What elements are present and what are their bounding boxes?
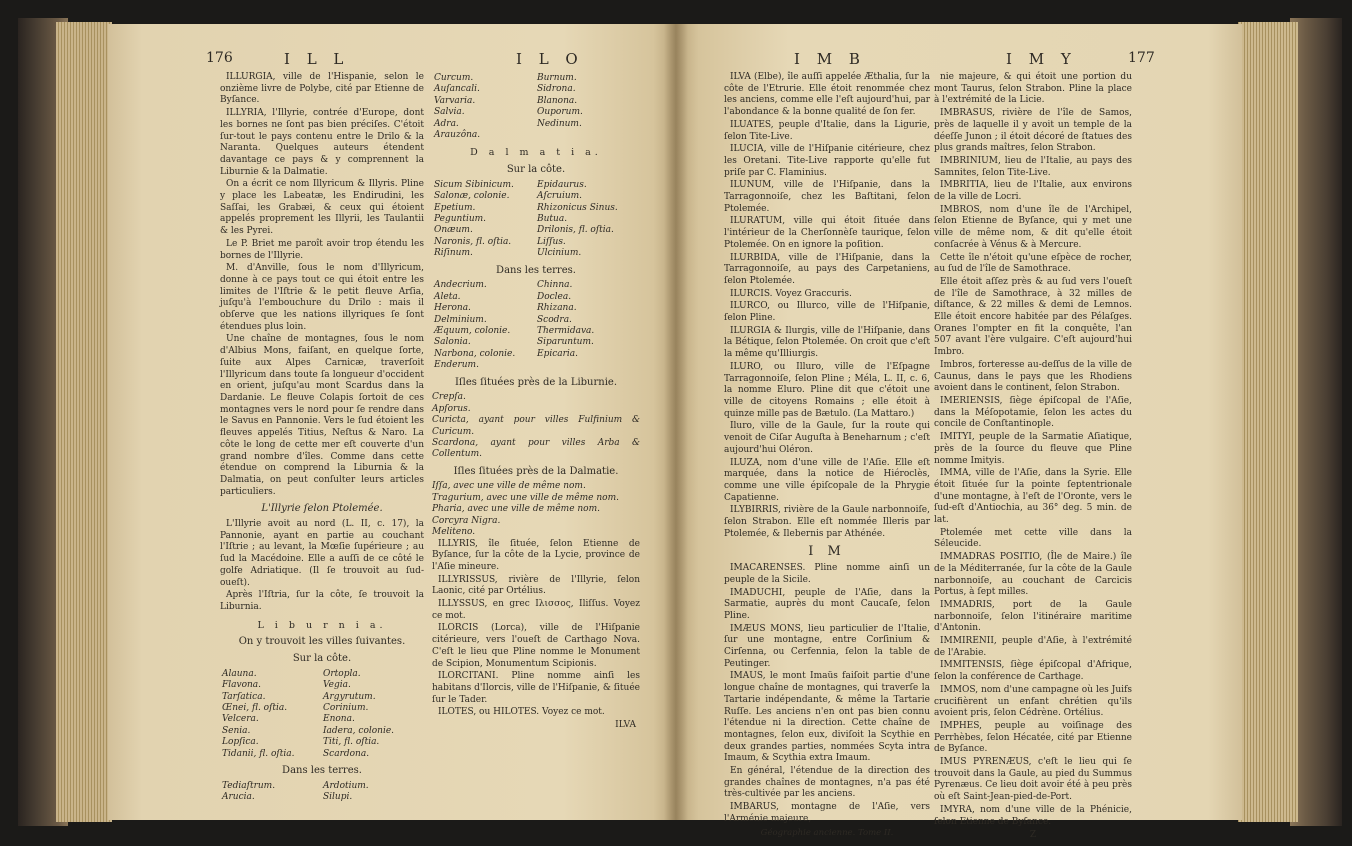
list-item: Curicta, ayant pour villes Fulfinium & Curicum. xyxy=(432,415,640,437)
list-item: Arucia. xyxy=(222,792,255,803)
paragraph: L'Illyrie avoit au nord (L. II, c. 17), la Pannonie, ayant en partie au couchant l'Iſtrie ; au levant, la Mœſie ſupérieure ; au ſud la Macédoine. Elle a auſſi de ce côté le golfe Adriatique. (Il ſe trouvoit au ſud-oueſt). xyxy=(220,519,424,588)
list-item: Aleta. xyxy=(434,291,461,302)
subheading: On y trouvoit les villes ſuivantes. xyxy=(238,636,406,648)
catchword: ILVA xyxy=(615,720,636,731)
list-item: Liſſus. xyxy=(537,236,566,247)
section-heading: L i b u r n i a. xyxy=(257,619,387,631)
paragraph: M. d'Anville, ſous le nom d'Illyricum, donne à ce pays tout ce qui étoit entre les limites de l'Iſtrie & le petit fleuve Arſia, juſqu'à l'embouchure du Drilo : mais il obſerve que les nations illyriques ſe ſont étendues plus loin. xyxy=(220,263,424,332)
list-item: Delminium. xyxy=(434,314,487,325)
list-item: Flavona. xyxy=(222,680,262,691)
list-item: Iſſa, avec une ville de même nom. xyxy=(432,481,586,492)
list-column xyxy=(434,280,537,371)
list-column xyxy=(222,781,323,804)
list-item: Doclea. xyxy=(537,291,572,302)
paragraph: Iluro, ville de la Gaule, ſur la route qui venoit de Ciſar Auguſta à Beneharnum ; c'eſt aujourd'hui Oléron. xyxy=(724,421,930,455)
section-heading: D a l m a t i a. xyxy=(470,147,602,159)
paragraph: IMUS PYRENÆUS, c'eſt le lieu qui ſe trouvoit dans la Gaule, au pied du Summus Pyrenæus. Ce lieu doit avoir été à peu près où eſt Saint-Jean-pied-de-Port. xyxy=(934,757,1132,803)
list-item: Thermidava. xyxy=(537,326,595,337)
place-list xyxy=(222,669,424,760)
list-item: Onæum. xyxy=(434,225,473,236)
running-head: I L O xyxy=(516,50,584,68)
list-item: Arauzôna. xyxy=(434,130,481,141)
list-item: Æquum, colonie. xyxy=(434,326,511,337)
paragraph: IMITYI, peuple de la Sarmatie Aſiatique, près de la ſource du fleuve que Pline nomme Imityis. xyxy=(934,432,1132,466)
left-page xyxy=(108,24,676,820)
list-item: Argyrutum. xyxy=(323,691,376,702)
list-item: Œnei, fl. oſtia. xyxy=(222,702,288,713)
list-item: Iadera, colonie. xyxy=(323,725,395,736)
paragraph: IMAUS, le mont Imaüs faiſoit partie d'une longue chaîne de montagnes, qui traverſe la Tartarie indépendante, & même la Tartarie Ruſſe. Les anciens n'en ont pas bien connu l'étendue ni la direction. Cette chaîne de montagnes, ſelon eux, diviſoit la Scythie en deux grandes parties, nommées Scyta intra Imaum, & Scythia extra Imaum. xyxy=(724,671,930,764)
list-item: Ouporum. xyxy=(537,107,583,118)
paragraph: IMBRITIA, lieu de l'Italie, aux environs de la ville de Locri. xyxy=(934,180,1132,203)
place-list xyxy=(434,180,640,260)
paragraph: ILURBIDA, ville de l'Hiſpanie, dans la Tarragonnoiſe, au pays des Carpetaniens, ſelon Ptolemée. xyxy=(724,252,930,286)
page-edges-left xyxy=(56,22,112,822)
paragraph: ILUNUM, ville de l'Hiſpanie, dans la Tarragonnoiſe, chez les Baſtitani, ſelon Ptolemée. xyxy=(724,180,930,214)
list-item: Enderum. xyxy=(434,360,479,371)
paragraph: ILURATUM, ville qui étoit ſituée dans l'intérieur de la Cherſonnèſe taurique, ſelon Ptolemée. On en ignore la poſition. xyxy=(724,216,930,250)
list-item: Scardona. xyxy=(323,748,370,759)
list-item: Lopſica. xyxy=(222,737,259,748)
list-item: Scodra. xyxy=(537,314,572,325)
subheading: Dans les terres. xyxy=(282,765,362,776)
paragraph: Elle étoit aſſez près & au ſud vers l'oueſt de l'île de Samothrace, à 32 milles de diſtance, & 22 milles & demi de Lemnos. Elle étoit encore habitée par des Pélaſges. Oranes l'ompter en fit la conquête, l'an 507 avant l'ère vulgaire. C'eſt aujourd'hui Imbro. xyxy=(934,276,1132,358)
paragraph: Une chaîne de montagnes, ſous le nom d'Albius Mons, faiſant, en quelque ſorte, ſuite aux Alpes Carnicæ, traverſoit l'Illyricum dans toute ſa longueur d'occident en orient, juſqu'au mont Scardus dans la Dardanie. Le fleuve Colapis ſortoit de ces montagnes vers le nord pour ſe rendre dans le Savus en Pannonie. Vers le ſud étoient les fleuves appelés Titius, Neſtus & Naro. La côte le long de cette mer eſt couverte d'un grand nombre d'îles. Comme dans cette étendue on comprend la Liburnia & la Dalmatia, on peut conſulter leurs articles particuliers. xyxy=(220,334,424,497)
list-item: Blanona. xyxy=(537,95,578,106)
book-gutter xyxy=(664,24,688,820)
list-item: Naronis, fl. oſtia. xyxy=(434,236,512,247)
list-item: Aſcruium. xyxy=(537,191,583,202)
subheading: Iſles ſituées près de la Dalmatie. xyxy=(453,465,619,477)
paragraph: IMBRASUS, rivière de l'île de Samos, près de laquelle il y avoit un temple de la déeſſe Junon ; il étoit décoré de ſtatues des plus grands maîtres, ſelon Strabon. xyxy=(934,108,1132,154)
list-column xyxy=(537,280,640,371)
paragraph: IMMITENSIS, ſiège épiſcopal d'Afrique, ſelon la conférence de Carthage. xyxy=(934,660,1132,683)
place-list xyxy=(434,73,640,141)
paragraph: IMBARUS, montagne de l'Aſie, vers l'Arménie majeure, xyxy=(724,802,930,824)
list-item: Alauna. xyxy=(222,668,257,679)
paragraph: ILOTES, ou HILOTES. Voyez ce mot. xyxy=(438,707,605,718)
list-item: Tediaſtrum. xyxy=(222,780,276,791)
paragraph: IMMADRAS POSITIO, (Île de Maire.) île de la Méditerranée, ſur la côte de la Gaule narbonnoiſe, au couchant de Carcicis Portus, à ſept milles. xyxy=(934,552,1132,598)
column xyxy=(432,72,640,732)
list-item: Narbona, colonie. xyxy=(434,348,516,359)
paragraph: On a écrit ce nom Illyricum & Illyris. Pline y place les Labeatæ, les Endirudini, les Saſſai, les Grabæi, & ceux qui étoient appelés proprement les Illyrii, les Taulantii & les Pyrei. xyxy=(220,179,424,237)
column xyxy=(220,72,424,806)
list-item: Salvia. xyxy=(434,107,465,118)
place-list xyxy=(222,781,424,804)
list-item: Velcera. xyxy=(222,714,259,725)
paragraph: ILUCIA, ville de l'Hiſpanie citérieure, chez les Oretani. Tite-Live rapporte qu'elle fut priſe par C. Flaminius. xyxy=(724,144,930,178)
paragraph: Imbros, forteresse au-deſſus de la ville de Caunus, dans le pays que les Rhodiens avoient dans le continent, ſelon Strabon. xyxy=(934,359,1132,394)
list-item: Epidaurus. xyxy=(537,179,587,190)
paragraph: IMÆUS MONS, lieu particulier de l'Italie, ſur une montagne, entre Corſinium & Cirſenna, ou Cerfennia, ſelon la table de Peutinger. xyxy=(724,623,930,669)
list-item: Enona. xyxy=(323,714,355,725)
paragraph: ILLURGIA, ville de l'Hispanie, selon le onzième livre de Polybe, cité par Etienne de Byſance. xyxy=(220,72,424,106)
paragraph: IMMOS, nom d'une campagne où les Juifs crucifièrent un enfant chrétien qu'ils avoient pris, ſelon Cédrène. Ortélius. xyxy=(934,684,1132,719)
list-column xyxy=(222,669,323,760)
paragraph: IMBRINIUM, lieu de l'Italie, au pays des Samnites, ſelon Tite-Live. xyxy=(934,155,1132,178)
list-item: Siparuntum. xyxy=(537,337,594,348)
list-item: Tragurium, avec une ville de même nom. xyxy=(432,492,619,503)
list-item: Varvaria. xyxy=(434,95,476,106)
paragraph: ILURCO, ou Illurco, ville de l'Hiſpanie, ſelon Pline. xyxy=(724,301,930,324)
paragraph: IMMADRIS, port de la Gaule narbonnoiſe, ſelon l'itinéraire maritime d'Antonin. xyxy=(934,599,1132,634)
list-item: Auſancali. xyxy=(434,84,480,95)
right-page xyxy=(676,24,1242,841)
list-item: Chinna. xyxy=(537,280,573,291)
list-item: Scardona, ayant pour villes Arba & Collentum. xyxy=(432,437,640,460)
list-item: Titi, fl. oſtia. xyxy=(323,737,380,748)
paragraph: ILORCITANI. Pline nomme ainſi les habitans d'Ilorcis, ville de l'Hiſpanie, & ſituée ſur le Tader. xyxy=(432,671,640,705)
paragraph: nie majeure, & qui étoit une portion du mont Taurus, ſelon Strabon. Pline la place à l'extrémité de la Licie. xyxy=(934,72,1132,106)
list-item: Adra. xyxy=(434,118,459,129)
list-item: Sidrona. xyxy=(537,84,576,95)
list-item: Drilonis, fl. oſtia. xyxy=(537,225,614,236)
running-head: I L L xyxy=(284,50,350,68)
running-head: I M B xyxy=(794,50,866,68)
list-item: Rhizonicus Sinus. xyxy=(537,202,618,213)
list-column xyxy=(537,180,640,260)
paragraph: ILURGIA & Ilurgis, ville de l'Hiſpanie, dans la Bétique, ſelon Ptolemée. On croit que c'eſt la même qu'Illiurgis. xyxy=(724,325,930,360)
list-item: Ulcinium. xyxy=(537,248,582,259)
place-list xyxy=(432,481,640,538)
paragraph: IMBROS, nom d'une île de l'Archipel, ſelon Etienne de Byſance, qui y met une ville de même nom, & dit qu'elle étoit conſacrée à Vénus & à Mercure. xyxy=(934,204,1132,250)
list-item: Epetium. xyxy=(434,202,476,213)
list-item: Pharia, avec une ville de même nom. xyxy=(432,504,600,515)
signature-mark: Z xyxy=(1029,830,1037,841)
paragraph: ILURO, ou Illuro, ville de l'Eſpagne Tarragonnoiſe, ſelon Pline ; Méla, L. II, c. 6, la nomme Eluro. Pline dit que c'étoit une ville de citoyens Romains ; elle étoit à quinze mille pas de Bætulo. (La Mattaro.) xyxy=(724,361,930,419)
list-item: Sicum Sibinicum. xyxy=(434,179,514,190)
paragraph: IMMIRENII, peuple d'Aſie, à l'extrémité de l'Arabie. xyxy=(934,636,1132,658)
list-item: Herona. xyxy=(434,303,471,314)
list-item: Riſinum. xyxy=(434,248,473,259)
list-item: Andecrium. xyxy=(434,280,487,291)
page-footer: Géographie ancienne. Tome II. xyxy=(760,827,894,838)
paragraph: ILLYSSUS, en grec Ιλισσος, Iliſſus. Voyez ce mot. xyxy=(432,599,640,621)
section-heading: I M xyxy=(808,544,846,560)
page-number: 176 xyxy=(206,50,233,66)
list-item: Peguntium. xyxy=(434,214,487,225)
list-item: Apſorus. xyxy=(432,403,471,414)
paragraph: IMPHES, peuple au voiſinage des Perrhèbes, ſelon Hécatée, cité par Etienne de Byſance. xyxy=(934,720,1132,755)
paragraph: Cette île n'étoit qu'une eſpèce de rocher, au ſud de l'île de Samothrace. xyxy=(934,252,1132,275)
running-head: I M Y xyxy=(1006,50,1077,68)
list-item: Butua. xyxy=(537,214,568,225)
place-list xyxy=(432,392,640,460)
list-item: Ardotium. xyxy=(323,780,369,791)
list-column xyxy=(323,669,424,760)
paragraph: ILORCIS (Lorca), ville de l'Hiſpanie citérieure, vers l'oueſt de Carthago Nova. C'eſt le lieu que Pline nomme le Monument de Scipion, Monumentum Scipionis. xyxy=(432,623,640,669)
list-item: Nedinum. xyxy=(537,118,582,129)
paragraph: IMERIENSIS, ſiège épiſcopal de l'Aſie, dans la Méſopotamie, ſelon les actes du concile de Conſtantinople. xyxy=(934,395,1132,430)
paragraph: ILUZA, nom d'une ville de l'Aſie. Elle eſt marquée, dans la notice de Hiéroclès, comme une ville épiſcopale de la Phrygie Capatienne. xyxy=(724,457,930,503)
subheading: L'Illyrie ſelon Ptolemée. xyxy=(261,503,383,515)
list-item: Ortopla. xyxy=(323,668,361,679)
list-item: Corinium. xyxy=(323,702,369,713)
page-edges-right xyxy=(1238,22,1298,822)
place-list xyxy=(434,280,640,371)
list-item: Curcum. xyxy=(434,73,474,83)
page-number: 177 xyxy=(1128,50,1155,66)
paragraph: IMMA, ville de l'Aſie, dans la Syrie. Elle étoit ſituée ſur la pointe ſeptentrionale d'une montagne, à l'eſt de l'Oronte, vers le ſud-eſt d'Antiochia, au 36° deg. 5 min. de lat. xyxy=(934,468,1132,526)
paragraph: Le P. Briet me paroît avoir trop étendu les bornes de l'Illyrie. xyxy=(220,238,424,261)
list-item: Silupi. xyxy=(323,792,353,803)
list-column xyxy=(323,781,424,804)
subheading: Sur la côte. xyxy=(292,653,352,665)
list-item: Epicaria. xyxy=(537,348,579,359)
subheading: Iſles ſituées près de la Liburnie. xyxy=(454,376,618,388)
list-column xyxy=(434,180,537,260)
paragraph: ILYBIRRIS, rivière de la Gaule narbonnoiſe, ſelon Strabon. Elle eſt nommée Illeris par Ptolemée, & Ilebernis par Athénée. xyxy=(724,505,930,539)
paragraph: En général, l'étendue de la direction des grandes chaînes de montagnes, n'a pas été très-cultivée par les anciens. xyxy=(724,766,930,800)
column xyxy=(724,72,930,839)
paragraph: ILLYRISSUS, rivière de l'Illyrie, ſelon Laonic, cité par Ortélius. xyxy=(432,574,640,597)
paragraph: ILURCIS. Voyez Graccuris. xyxy=(730,288,852,299)
paragraph: Après l'Iſtria, ſur la côte, ſe trouvoit la Liburnia. xyxy=(220,590,424,612)
paragraph: IMACARENSES. Pline nomme ainſi un peuple de la Sicile. xyxy=(724,563,930,585)
list-item: Crepſa. xyxy=(432,392,466,403)
list-column xyxy=(537,73,640,141)
list-item: Tarſatica. xyxy=(222,691,266,702)
list-item: Salonæ, colonie. xyxy=(434,191,510,202)
list-item: Tidanii, fl. oſtia. xyxy=(222,748,295,759)
list-item: Salonia. xyxy=(434,337,471,348)
paragraph: IMYRA, nom d'une ville de la Phénicie, ſelon Etienne de Byſance. xyxy=(934,804,1132,827)
subheading: Sur la côte. xyxy=(506,164,566,176)
list-item: Burnum. xyxy=(537,73,577,83)
paragraph: ILVA (Elbe), île auſſi appelée Æthalia, ſur la côte de l'Etrurie. Elle étoit renommée chez les anciens, comme elle l'eſt aujourd'hui, par l'abondance & la bonne qualité de ſon fer. xyxy=(724,72,930,118)
list-item: Vegia. xyxy=(323,680,351,691)
paragraph: Ptolemée met cette ville dans la Séleucide. xyxy=(934,527,1132,550)
paragraph: ILLYRIA, l'Illyrie, contrée d'Europe, dont les bornes ne ſont pas bien préciſes. C'étoit ſur-tout le pays contenu entre le Drilo & la Naranta. Quelques auteurs étendent davantage ce pays & y comprennent la Liburnie & la Dalmatie. xyxy=(220,108,424,177)
list-column xyxy=(434,73,537,141)
paragraph: ILUATES, peuple d'Italie, dans la Ligurie, ſelon Tite-Live. xyxy=(724,119,930,142)
subheading: Dans les terres. xyxy=(496,264,576,276)
list-item: Corcyra Nigra. xyxy=(432,515,501,526)
list-item: Meliteno. xyxy=(432,527,476,538)
paragraph: IMADUCHI, peuple de l'Aſie, dans la Sarmatie, auprès du mont Caucaſe, ſelon Pline. xyxy=(724,587,930,621)
paragraph: ILLYRIS, île ſituée, ſelon Etienne de Byſance, ſur la côte de la Lycie, province de l'Aſie mineure. xyxy=(432,538,640,572)
column xyxy=(934,72,1132,842)
list-item: Senia. xyxy=(222,725,251,736)
list-item: Rhizana. xyxy=(537,303,577,314)
